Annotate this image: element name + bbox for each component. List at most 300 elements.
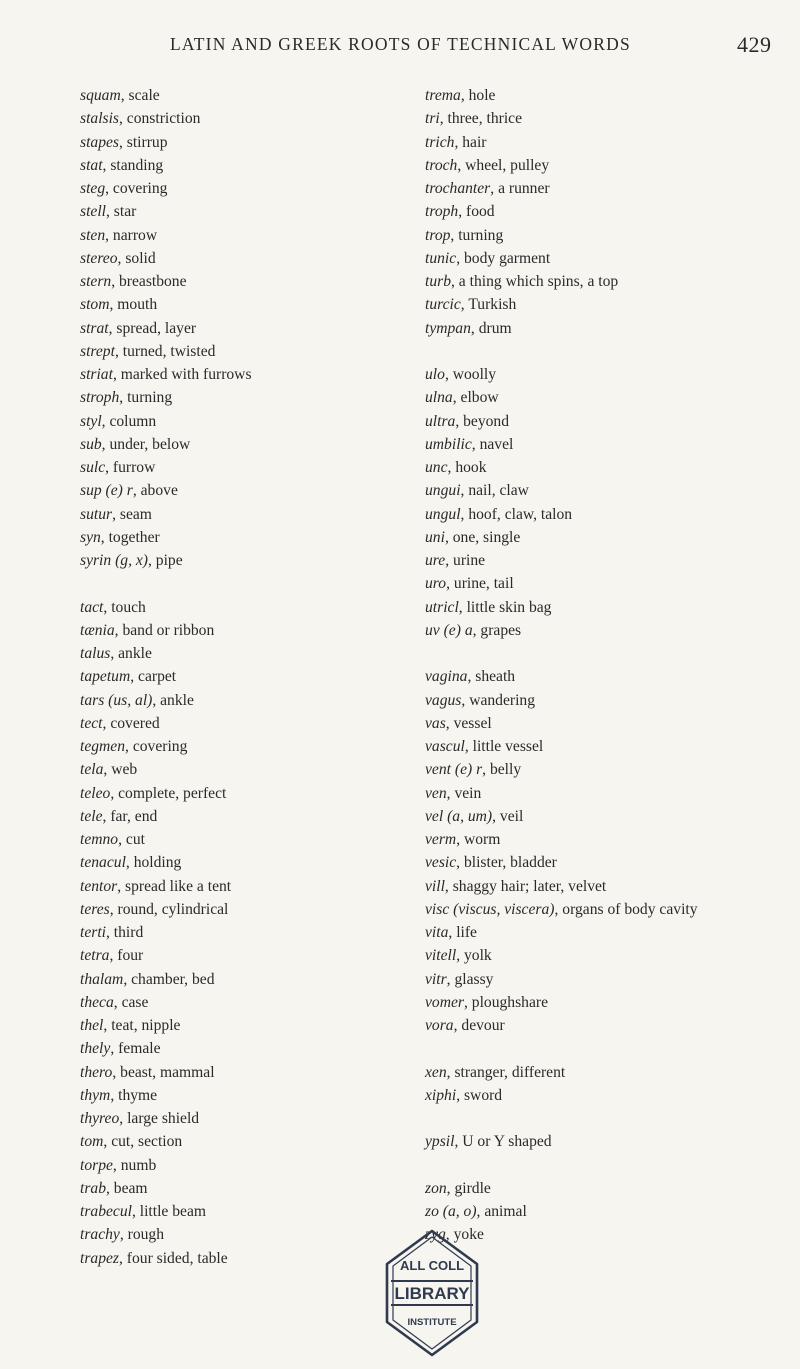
entry-separator: ,	[117, 249, 126, 267]
entry-separator: ,	[456, 1086, 464, 1104]
root-meaning: case	[121, 993, 149, 1011]
root-meaning: furrow	[112, 459, 156, 476]
entry-separator: ,	[105, 226, 113, 244]
glossary-entry	[80, 921, 400, 944]
glossary-group	[425, 363, 795, 642]
root-meaning: covered	[110, 714, 160, 732]
root-term: stom	[80, 296, 110, 314]
root-meaning: life	[456, 924, 477, 941]
glossary-entry	[80, 898, 400, 921]
root-meaning: pipe	[155, 552, 183, 569]
entry-separator: ,	[445, 552, 454, 569]
root-meaning: worm	[463, 831, 501, 848]
root-meaning: U or Y shaped	[462, 1133, 552, 1151]
glossary-entry	[425, 526, 795, 549]
glossary-entry	[425, 224, 795, 247]
entry-separator: ,	[461, 691, 470, 709]
glossary-entry	[425, 293, 795, 316]
entry-separator: ,	[492, 807, 500, 825]
group-spacer	[425, 340, 795, 363]
entry-separator: ,	[109, 900, 118, 918]
glossary-entry	[80, 1154, 400, 1177]
stamp-middle-text: LIBRARY	[394, 1284, 470, 1303]
glossary-entry	[80, 1014, 400, 1037]
glossary-entry	[80, 177, 400, 200]
glossary-entry	[425, 851, 795, 874]
root-meaning: turning	[127, 389, 173, 407]
group-spacer	[425, 1154, 795, 1177]
root-term: ulo	[425, 366, 445, 383]
root-meaning: navel	[479, 435, 514, 453]
glossary-entry	[80, 84, 400, 107]
root-term: tom	[80, 1133, 104, 1151]
glossary-entry	[80, 270, 400, 293]
glossary-entry	[80, 1247, 400, 1270]
root-meaning: band or ribbon	[122, 621, 215, 639]
root-meaning: turning	[458, 226, 504, 244]
root-term: utricl	[425, 598, 459, 616]
root-term: umbilic	[425, 435, 472, 453]
root-meaning: solid	[125, 249, 156, 267]
root-term: xen	[425, 1063, 447, 1081]
glossary-entry	[425, 107, 795, 130]
root-meaning: breastbone	[118, 273, 187, 290]
root-meaning: standing	[110, 156, 164, 174]
root-meaning: body garment	[463, 249, 551, 267]
glossary-entry	[425, 154, 795, 177]
entry-separator: ,	[119, 1110, 128, 1127]
root-term: syrin (g, x)	[80, 552, 148, 569]
glossary-entry	[425, 665, 795, 688]
entry-separator: ,	[103, 761, 112, 779]
glossary-entry	[425, 689, 795, 712]
root-meaning: drum	[478, 319, 512, 337]
root-term: uro	[425, 575, 447, 593]
root-meaning: a runner	[498, 180, 550, 197]
root-meaning: teat, nipple	[111, 1017, 181, 1034]
glossary-entry	[425, 317, 795, 340]
entry-separator: ,	[446, 1063, 455, 1081]
root-term: vas	[425, 714, 446, 732]
root-meaning: hole	[468, 87, 496, 104]
group-spacer	[425, 1107, 795, 1130]
page-number: 429	[737, 32, 772, 57]
root-term: zo (a, o)	[425, 1203, 477, 1220]
root-term: xiphi	[425, 1086, 457, 1104]
left-column	[80, 84, 400, 1270]
entry-separator: ,	[460, 482, 469, 500]
root-meaning: vessel	[453, 714, 492, 732]
glossary-entry	[425, 503, 795, 526]
root-meaning: star	[113, 203, 137, 221]
root-meaning: large shield	[127, 1110, 200, 1127]
root-term: vascul	[425, 738, 465, 755]
root-term: tela	[80, 761, 104, 779]
entry-separator: ,	[101, 435, 110, 453]
root-meaning: touch	[111, 598, 146, 616]
root-meaning: carpet	[138, 668, 177, 686]
root-term: uv (e) a	[425, 621, 473, 639]
root-term: stern	[80, 273, 112, 290]
root-meaning: woolly	[452, 366, 497, 383]
root-meaning: yolk	[463, 947, 492, 965]
root-meaning: column	[109, 412, 157, 430]
glossary-entry	[80, 1223, 400, 1246]
root-term: visc (viscus, viscera)	[425, 900, 555, 918]
root-term: strat	[80, 319, 109, 337]
glossary-entry	[425, 782, 795, 805]
root-term: torpe	[80, 1156, 113, 1174]
root-meaning: wheel, pulley	[465, 156, 550, 174]
running-head: LATIN AND GREEK ROOTS OF TECHNICAL WORDS	[170, 34, 631, 54]
root-term: tenacul	[80, 854, 126, 872]
entry-separator: ,	[467, 668, 476, 686]
root-meaning: hoof, claw, talon	[468, 505, 573, 523]
root-meaning: little skin bag	[466, 598, 552, 616]
root-meaning: four sided, table	[126, 1249, 228, 1267]
glossary-entry	[425, 735, 795, 758]
root-meaning: three, thrice	[447, 110, 522, 128]
root-term: ungul	[425, 505, 461, 523]
root-term: thym	[80, 1086, 111, 1104]
root-meaning: devour	[461, 1017, 505, 1034]
group-spacer	[425, 1037, 795, 1060]
root-term: tapetum	[80, 668, 131, 686]
glossary-entry	[425, 177, 795, 200]
root-meaning: above	[140, 482, 178, 500]
entry-separator: ,	[114, 621, 123, 639]
root-meaning: mouth	[117, 296, 158, 314]
entry-separator: ,	[112, 1156, 121, 1174]
glossary-entry	[425, 1177, 795, 1200]
glossary-entry	[425, 410, 795, 433]
root-term: vagus	[425, 691, 462, 709]
root-term: troph	[425, 203, 459, 221]
root-meaning: spread, layer	[116, 319, 197, 337]
glossary-entry	[425, 549, 795, 572]
entry-separator: ,	[119, 389, 128, 407]
root-meaning: female	[118, 1040, 161, 1058]
root-term: ure	[425, 552, 446, 569]
entry-separator: ,	[457, 156, 466, 174]
root-meaning: together	[108, 528, 160, 546]
glossary-entry	[80, 317, 400, 340]
glossary-group	[425, 84, 795, 340]
group-spacer	[80, 572, 400, 595]
entry-separator: ,	[439, 110, 448, 128]
root-meaning: hook	[455, 459, 487, 476]
glossary-entry	[80, 828, 400, 851]
root-term: thyreo	[80, 1110, 120, 1127]
glossary-entry	[425, 456, 795, 479]
glossary-entry	[425, 247, 795, 270]
glossary-entry	[80, 549, 400, 572]
root-term: stereo	[80, 249, 118, 267]
entry-separator: ,	[102, 714, 111, 732]
glossary-entry	[80, 1084, 400, 1107]
glossary-group	[425, 665, 795, 1037]
root-term: tele	[80, 807, 103, 825]
entry-separator: ,	[101, 412, 110, 430]
glossary-entry	[425, 991, 795, 1014]
glossary-entry	[80, 154, 400, 177]
root-term: thel	[80, 1017, 104, 1034]
entry-separator: ,	[103, 598, 112, 616]
root-term: vomer	[425, 993, 464, 1011]
entry-separator: ,	[106, 924, 114, 941]
root-meaning: third	[113, 924, 144, 941]
root-meaning: ankle	[118, 645, 152, 662]
entry-separator: ,	[460, 505, 469, 523]
root-term: vitr	[425, 970, 447, 988]
entry-separator: ,	[112, 505, 120, 523]
library-stamp	[383, 1227, 481, 1359]
entry-separator: ,	[125, 854, 134, 872]
root-meaning: under, below	[109, 435, 191, 453]
root-meaning: chamber, bed	[131, 970, 215, 988]
root-term: vesic	[425, 854, 457, 872]
root-term: tact	[80, 598, 104, 616]
root-term: tegmen	[80, 738, 126, 755]
root-term: terti	[80, 924, 106, 941]
glossary-entry	[80, 293, 400, 316]
entry-separator: ,	[103, 1133, 112, 1151]
root-meaning: sword	[463, 1086, 503, 1104]
entry-separator: ,	[476, 1203, 485, 1220]
root-meaning: holding	[133, 854, 182, 872]
entry-separator: ,	[110, 1040, 119, 1058]
glossary-entry	[425, 921, 795, 944]
root-term: ulna	[425, 389, 453, 407]
glossary-entry	[80, 851, 400, 874]
entry-separator: ,	[148, 552, 156, 569]
entry-separator: ,	[108, 319, 117, 337]
root-term: vel (a, um)	[425, 807, 493, 825]
root-term: tri	[425, 110, 440, 128]
entry-separator: ,	[470, 319, 479, 337]
glossary-entry	[425, 875, 795, 898]
glossary-entry	[80, 247, 400, 270]
glossary-entry	[80, 1177, 400, 1200]
stamp-top-text: ALL COLL	[399, 1258, 465, 1273]
root-meaning: one, single	[452, 528, 521, 546]
entry-separator: ,	[463, 993, 472, 1011]
root-term: tars (us, al)	[80, 691, 153, 709]
glossary-entry	[80, 433, 400, 456]
root-meaning: animal	[484, 1203, 527, 1220]
root-meaning: scale	[128, 87, 160, 104]
root-meaning: thyme	[118, 1086, 158, 1104]
root-meaning: Turkish	[468, 296, 517, 314]
entry-separator: ,	[444, 366, 453, 383]
entry-separator: ,	[452, 389, 461, 407]
glossary-entry	[80, 944, 400, 967]
root-term: vitell	[425, 947, 457, 965]
glossary-entry	[425, 1130, 795, 1153]
root-term: stalsis	[80, 110, 119, 128]
glossary-entry	[80, 1061, 400, 1084]
root-term: zon	[425, 1179, 447, 1197]
root-meaning: grapes	[480, 621, 522, 639]
root-term: vita	[425, 924, 449, 941]
entry-separator: ,	[118, 1249, 127, 1267]
root-term: trachy	[80, 1226, 120, 1244]
glossary-entry	[425, 200, 795, 223]
entry-separator: ,	[464, 738, 473, 755]
root-meaning: hair	[462, 133, 487, 151]
entry-separator: ,	[444, 528, 453, 546]
root-meaning: organs of body cavity	[562, 900, 698, 918]
entry-separator: ,	[132, 482, 141, 500]
stamp-bottom-text: INSTITUTE	[407, 1317, 457, 1328]
root-term: theca	[80, 993, 114, 1011]
entry-separator: ,	[454, 133, 463, 151]
glossary-entry	[425, 1084, 795, 1107]
glossary-entry	[80, 479, 400, 502]
glossary-group	[425, 1130, 795, 1153]
glossary-entry	[80, 526, 400, 549]
root-term: vora	[425, 1017, 454, 1034]
root-meaning: girdle	[454, 1179, 491, 1197]
glossary-entry	[425, 712, 795, 735]
root-meaning: round, cylindrical	[117, 900, 229, 918]
root-meaning: shaggy hair; later, velvet	[452, 877, 607, 895]
glossary-entry	[80, 1130, 400, 1153]
root-meaning: covering	[112, 180, 168, 197]
entry-separator: ,	[123, 970, 132, 988]
root-meaning: urine	[453, 552, 486, 569]
glossary-entry	[80, 805, 400, 828]
root-meaning: yoke	[453, 1226, 484, 1244]
entry-separator: ,	[103, 1017, 112, 1034]
entry-separator: ,	[482, 761, 490, 779]
entry-separator: ,	[456, 854, 464, 872]
glossary-entry	[80, 782, 400, 805]
root-term: zyg	[425, 1226, 446, 1244]
root-term: thalam	[80, 970, 124, 988]
root-meaning: wandering	[469, 691, 536, 709]
root-meaning: seam	[119, 505, 152, 523]
glossary-entry	[80, 456, 400, 479]
glossary-entry	[425, 433, 795, 456]
root-meaning: vein	[454, 784, 482, 802]
glossary-entry	[80, 689, 400, 712]
root-term: stat	[80, 156, 103, 174]
glossary-entry	[80, 1037, 400, 1060]
entry-separator: ,	[456, 947, 464, 965]
root-meaning: beyond	[463, 412, 510, 430]
entry-separator: ,	[554, 900, 563, 918]
root-meaning: web	[111, 761, 138, 779]
root-term: trop	[425, 226, 451, 244]
root-term: stroph	[80, 389, 120, 407]
entry-separator: ,	[456, 831, 464, 848]
root-term: teleo	[80, 784, 111, 802]
glossary-entry	[425, 479, 795, 502]
glossary-entry	[80, 503, 400, 526]
page-header	[0, 34, 800, 64]
root-meaning: far, end	[110, 807, 158, 825]
glossary-entry	[425, 596, 795, 619]
root-term: striat	[80, 366, 113, 383]
glossary-entry	[80, 363, 400, 386]
entry-separator: ,	[102, 807, 111, 825]
root-term: trich	[425, 133, 455, 151]
glossary-entry	[425, 386, 795, 409]
glossary-entry	[425, 944, 795, 967]
root-meaning: numb	[120, 1156, 157, 1174]
entry-separator: ,	[130, 668, 139, 686]
root-meaning: turned, twisted	[122, 342, 216, 360]
root-term: ypsil	[425, 1133, 455, 1151]
entry-separator: ,	[456, 249, 464, 267]
entry-separator: ,	[110, 645, 119, 662]
entry-separator: ,	[458, 598, 467, 616]
root-term: uni	[425, 528, 445, 546]
root-meaning: constriction	[126, 110, 201, 128]
entry-separator: ,	[447, 459, 456, 476]
glossary-entry	[425, 1014, 795, 1037]
entry-separator: ,	[110, 1086, 119, 1104]
root-term: strept	[80, 342, 115, 360]
entry-separator: ,	[444, 877, 453, 895]
entry-separator: ,	[109, 947, 118, 965]
entry-separator: ,	[118, 133, 127, 151]
root-term: steg	[80, 180, 106, 197]
glossary-entry	[80, 991, 400, 1014]
entry-separator: ,	[125, 738, 133, 755]
glossary-entry	[425, 898, 795, 921]
root-term: tunic	[425, 249, 457, 267]
entry-separator: ,	[451, 273, 459, 290]
root-term: trab	[80, 1179, 106, 1197]
glossary-entry	[425, 1061, 795, 1084]
entry-separator: ,	[120, 87, 129, 104]
entry-separator: ,	[106, 203, 114, 221]
entry-separator: ,	[117, 877, 126, 895]
glossary-entry	[80, 340, 400, 363]
glossary-entry	[425, 572, 795, 595]
root-meaning: covering	[132, 738, 188, 755]
entry-separator: ,	[106, 1179, 114, 1197]
glossary-entry	[80, 758, 400, 781]
entry-separator: ,	[445, 714, 454, 732]
root-term: teres	[80, 900, 110, 918]
glossary-entry	[425, 363, 795, 386]
glossary-entry	[80, 224, 400, 247]
root-meaning: cut, section	[111, 1133, 183, 1151]
root-term: trapez	[80, 1249, 119, 1267]
entry-separator: ,	[458, 203, 467, 221]
entry-separator: ,	[460, 87, 469, 104]
root-term: turb	[425, 273, 451, 290]
entry-separator: ,	[105, 459, 113, 476]
glossary-entry	[80, 642, 400, 665]
entry-separator: ,	[454, 1133, 463, 1151]
root-term: verm	[425, 831, 457, 848]
entry-separator: ,	[445, 1226, 454, 1244]
glossary-entry	[425, 828, 795, 851]
glossary-entry	[80, 712, 400, 735]
root-term: vent (e) r	[425, 761, 483, 779]
glossary-entry	[425, 270, 795, 293]
root-term: styl	[80, 412, 102, 430]
entry-separator: ,	[472, 621, 481, 639]
entry-separator: ,	[446, 1179, 455, 1197]
glossary-group	[80, 84, 400, 572]
entry-separator: ,	[114, 342, 123, 360]
root-term: squam	[80, 87, 121, 104]
